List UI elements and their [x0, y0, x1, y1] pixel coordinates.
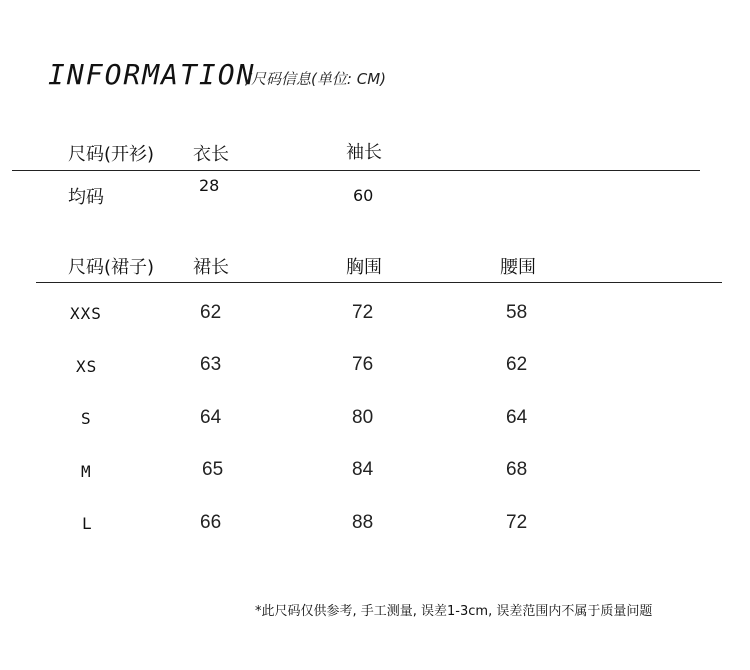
skirt-length-cell: 65: [202, 459, 224, 480]
skirt-header-length: 裙长: [193, 257, 229, 278]
skirt-size-cell: L: [82, 514, 93, 533]
cardigan-header-length: 衣长: [193, 144, 229, 165]
page-subtitle: /尺码信息(单位: CM): [246, 70, 386, 88]
skirt-header-size: 尺码(裙子): [68, 257, 155, 278]
skirt-waist-cell: 68: [506, 459, 528, 480]
skirt-size-cell: XS: [76, 357, 98, 376]
skirt-length-cell: 64: [200, 407, 222, 428]
cardigan-sleeve-cell: 60: [353, 186, 374, 205]
cardigan-header-divider: [12, 170, 700, 171]
skirt-waist-cell: 62: [506, 354, 528, 375]
cardigan-size-cell: 均码: [68, 187, 104, 208]
skirt-bust-cell: 88: [352, 512, 374, 533]
skirt-bust-cell: 72: [352, 302, 374, 323]
skirt-size-cell: XXS: [70, 304, 102, 323]
skirt-length-cell: 62: [200, 302, 222, 323]
skirt-header-waist: 腰围: [500, 257, 536, 278]
skirt-bust-cell: 80: [352, 407, 374, 428]
skirt-waist-cell: 72: [506, 512, 528, 533]
skirt-header-divider: [36, 282, 722, 283]
skirt-size-cell: S: [81, 409, 92, 428]
skirt-length-cell: 66: [200, 512, 222, 533]
footnote: *此尺码仅供参考, 手工测量, 误差1-3cm, 误差范围内不属于质量问题: [255, 604, 653, 619]
skirt-bust-cell: 84: [352, 459, 374, 480]
cardigan-length-cell: 28: [199, 176, 220, 195]
skirt-size-cell: M: [81, 462, 92, 481]
cardigan-header-sleeve: 袖长: [346, 142, 382, 163]
cardigan-header-size: 尺码(开衫): [68, 144, 155, 165]
skirt-waist-cell: 64: [506, 407, 528, 428]
page-title: INFORMATION: [48, 58, 256, 91]
skirt-waist-cell: 58: [506, 302, 528, 323]
skirt-header-bust: 胸围: [346, 257, 382, 278]
skirt-bust-cell: 76: [352, 354, 374, 375]
skirt-length-cell: 63: [200, 354, 222, 375]
